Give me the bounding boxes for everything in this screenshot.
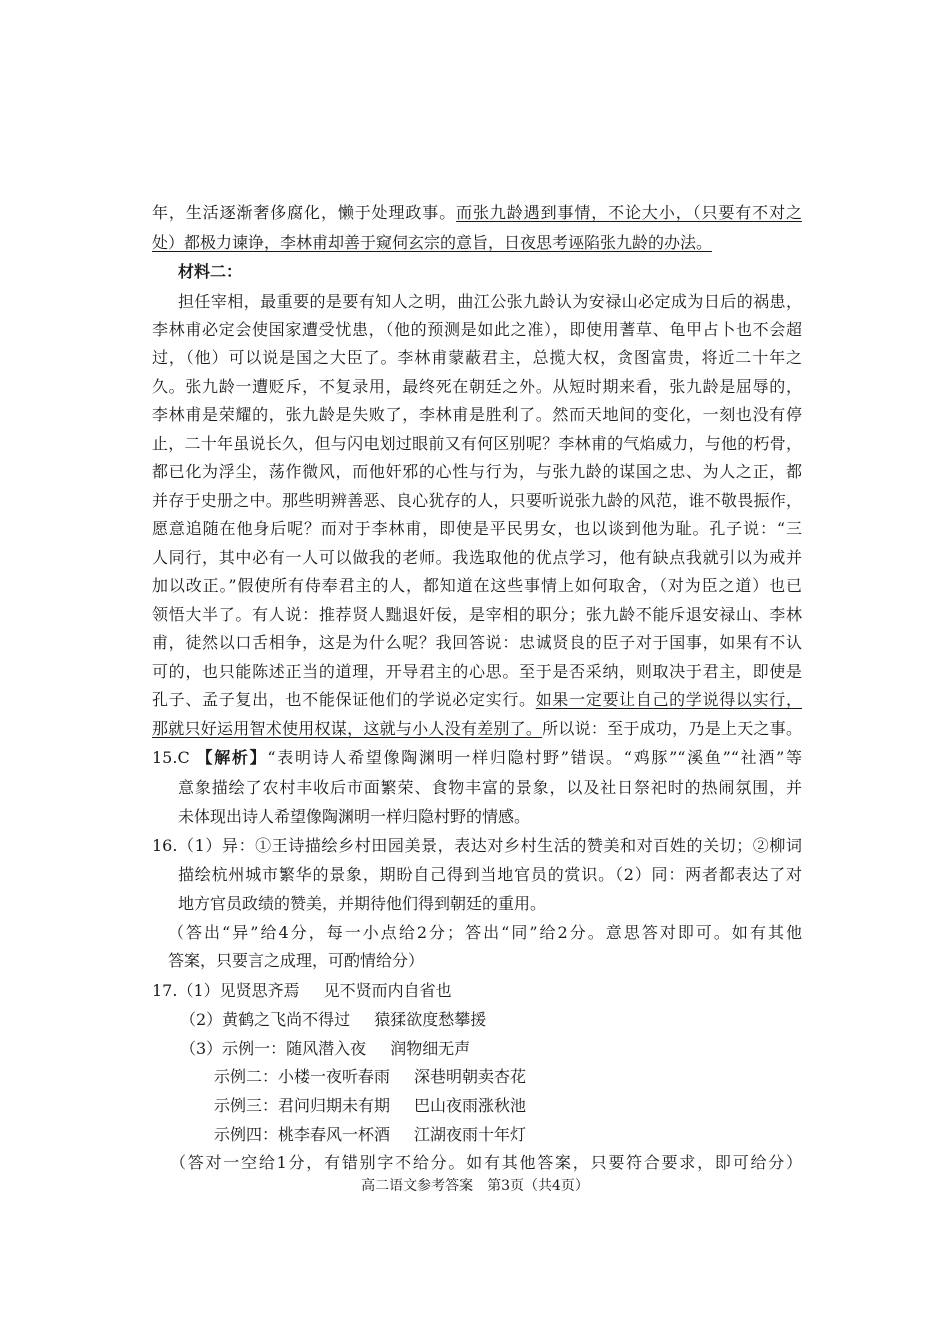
text-line (152, 203, 802, 223)
line-segment: 年，生活逐渐奢侈腐化，懒于处理政事。 (152, 203, 457, 222)
answer-blank: （2）黄鹤之飞尚不得过 (180, 1010, 351, 1029)
text-line: 李林甫必定会使国家遭受忧患，（他的预测是如此之准），即使用蓍草、龟甲占卜也不会超 (152, 320, 802, 339)
text-line: 意象描绘了农村丰收后市面繁荣、食物丰富的景象，以及社日祭祀时的热闹氛围，并 (178, 778, 802, 797)
answer-blank: 示例二：小楼一夜听春雨 (214, 1067, 391, 1086)
text-line: 可的，也只能陈述正当的道理，开导君主的心思。至于是否采纳，则取决于君主，即使是 (152, 662, 802, 681)
answer-blank: 见不贤而内自省也 (323, 981, 452, 1000)
text-line: 过，（他）可以说是国之大臣了。李林甫蒙蔽君主，总揽大权，贪图富贵，将近二十年之 (152, 348, 802, 367)
line-segment: 所以说：至于成功，乃是上天之事。 (542, 719, 802, 738)
answer-blank: 示例三：君问归期未有期 (214, 1096, 391, 1115)
answer-17-line (214, 1125, 864, 1145)
text-line: 久。张九龄一遭贬斥，不复录用，最终死在朝廷之外。从短时期来看，张九龄是屈辱的， (152, 377, 802, 396)
answer-blank: （3）示例一：随风潜入夜 (180, 1039, 367, 1058)
scoring-note: （答对一空给1分，有错别字不给分。如有其他答案，只要符合要求，即可给分） (170, 1153, 802, 1172)
text-line: 并存于史册之中。那些明辨善恶、良心犹存的人，只要听说张九龄的风范，谁不敬畏振作， (152, 491, 802, 510)
answer-16-line: 16.（1）异：①王诗描绘乡村田园美景，表达对乡村生活的赞美和对百姓的关切；②柳词 (152, 836, 802, 855)
line-segment: 孔子、孟子复出，也不能保证他们的学说必定实行。 (152, 690, 536, 709)
underlined-segment: 处）都极力谏诤，李林甫却善于窥伺玄宗的意旨，日夜思考诬陷张九龄的办法。 (152, 233, 713, 252)
text-line: 领悟大半了。有人说：推荐贤人黜退奸佞，是宰相的职分；张九龄不能斥退安禄山、李林 (152, 605, 802, 624)
text-line: 描绘杭州城市繁华的景象，期盼自己得到当地官员的赏识。（2）同：两者都表达了对 (178, 865, 802, 884)
analysis-tag: 【解析】 (196, 748, 268, 767)
answer-17-line (180, 1010, 830, 1030)
answer-blank: 示例四：桃李春风一杯酒 (214, 1125, 391, 1144)
answer-blank: 巴山夜雨涨秋池 (414, 1096, 527, 1115)
text-line (152, 690, 802, 710)
underlined-segment: 如果一定要让自己的学说得以实行， (535, 690, 802, 709)
answer-17-line (152, 981, 802, 1001)
answer-blank: 江湖夜雨十年灯 (414, 1125, 527, 1144)
section-heading: 材料二： (178, 262, 243, 281)
answer-blank: 猿猱欲度愁攀援 (374, 1010, 487, 1029)
text-line: 人同行，其中必有一人可以做我的老师。我选取他的优点学习，他有缺点我就引以为戒并 (152, 548, 802, 567)
answer-17-line (214, 1067, 864, 1087)
text-line: 未体现出诗人希望像陶渊明一样归隐村野的情感。 (178, 807, 531, 826)
text-line: 都已化为浮尘，荡作微风，而他奸邪的心性与行为，与张九龄的谋国之忠、为人之正，都 (152, 462, 802, 481)
page-footer: 高二语文参考答案 第3页（共4页） (361, 1178, 589, 1194)
text-line: 担任宰相，最重要的是要有知人之明，曲江公张九龄认为安禄山必定成为日后的祸患， (178, 292, 802, 311)
text-line: 止，二十年虽说长久，但与闪电划过眼前又有何区别呢？李林甫的气焰威力，与他的朽骨， (152, 434, 802, 453)
answer-17-line (214, 1096, 864, 1116)
scoring-note: 答案，只要言之成理，可酌情给分） (168, 951, 425, 970)
answer-17-line (180, 1039, 830, 1059)
answer-blank: 深巷明朝卖杏花 (414, 1067, 527, 1086)
text-line (152, 233, 802, 253)
text-line: 甫，徒然以口舌相争，这是为什么呢？我回答说：忠诚贤良的臣子对于国事，如果有不认 (152, 633, 802, 652)
line-segment: “表明诗人希望像陶渊明一样归隐村野”错误。“鸡豚”“溪鱼”“社酒”等 (267, 748, 802, 767)
text-line (152, 719, 802, 739)
underlined-segment: 那就只好运用智术使用权谋，这就与小人没有差别了。 (152, 719, 543, 738)
answer-15-line (152, 748, 802, 768)
underlined-segment: 而张九龄遇到事情，不论大小，（只要有不对之 (456, 203, 802, 222)
scoring-note: （答出“异”给4分，每一小点给2分；答出“同”给2分。意思答对即可。如有其他 (168, 923, 802, 942)
text-line: 地方官员政绩的赞美，并期待他们得到朝廷的重用。 (178, 894, 547, 913)
question-number: 15.C (152, 748, 190, 767)
answer-blank: 润物细无声 (390, 1039, 471, 1058)
text-line: 愿意追随在他身后呢？而对于李林甫，即使是平民男女，也以谈到他为耻。孔子说：“三 (152, 519, 802, 538)
text-line: 李林甫是荣耀的，张九龄是失败了，李林甫是胜利了。然而天地间的变化，一刻也没有停 (152, 405, 802, 424)
answer-blank: 17.（1）见贤思齐焉 (152, 981, 300, 1000)
text-line: 加以改正。”假使所有侍奉君主的人，都知道在这些事情上如何取舍，（对为臣之道）也已 (152, 576, 802, 595)
